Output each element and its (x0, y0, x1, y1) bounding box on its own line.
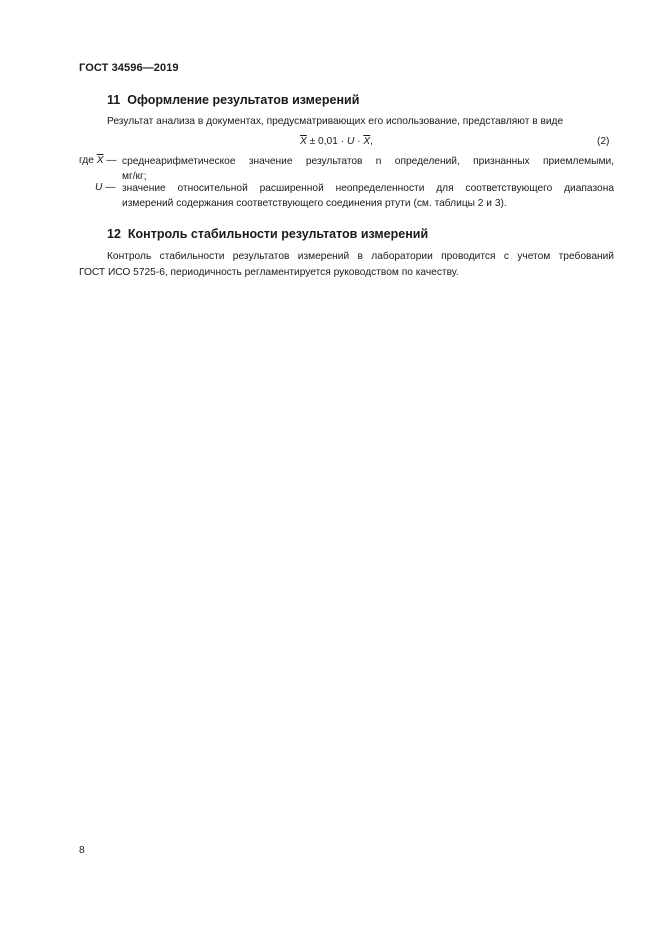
formula-2 (300, 136, 373, 147)
definition-x-body (122, 155, 614, 184)
formula-u: U (346, 136, 355, 147)
section-11-title: Оформление результатов измерений (127, 93, 360, 107)
section-11-intro-text: Результат анализа в документах, предусматривающих его использование, представляют в виде (107, 116, 564, 127)
definition-x-symbol: $\overline{X}$ (96, 155, 104, 166)
equation-number: (2) (597, 136, 610, 147)
where-label: где (79, 155, 94, 166)
formula-middle: ± 0,01 · (306, 136, 347, 147)
formula-x-mean-2: $\overline{X}$ (363, 136, 371, 147)
definition-u-symbol: U (95, 182, 103, 193)
definition-u-body (122, 182, 614, 211)
section-11-intro (79, 114, 614, 130)
formula-tail: , (370, 136, 373, 147)
section-12-paragraph (79, 249, 614, 281)
definition-x-dash: — (103, 155, 117, 166)
section-11-number: 11 (107, 93, 121, 107)
definition-u-line-2: измерений содержания соответствующего соединения ртути (см. таблицы 2 и 3). (122, 197, 507, 209)
definition-x-term (79, 155, 117, 166)
section-12-line-2: ГОСТ ИСО 5725-6, периодичность регламентируется руководством по качеству. (79, 267, 459, 278)
definition-x-line-2: мг/кг; (122, 170, 147, 182)
section-12-line-1: Контроль стабильности результатов измерений в лаборатории проводится с учетом требований (107, 251, 614, 262)
section-11-heading (107, 93, 359, 107)
definition-u-term (95, 182, 115, 193)
formula-dot: · (354, 136, 364, 147)
section-12-number: 12 (107, 227, 121, 241)
page-number: 8 (79, 845, 85, 856)
section-12-heading (107, 227, 428, 241)
definition-u-dash: — (102, 182, 116, 193)
section-12-title: Контроль стабильности результатов измерений (127, 227, 429, 241)
formula-x-mean: $\overline{X}$ (300, 136, 307, 147)
definition-u-line-1: значение относительной расширенной неопределенности для соответствующего диапазона (122, 183, 614, 194)
definition-x-line-1: среднеарифметическое значение результатов n определений, признанных приемлемыми, (122, 156, 614, 167)
document-code-header: ГОСТ 34596—2019 (79, 62, 179, 74)
